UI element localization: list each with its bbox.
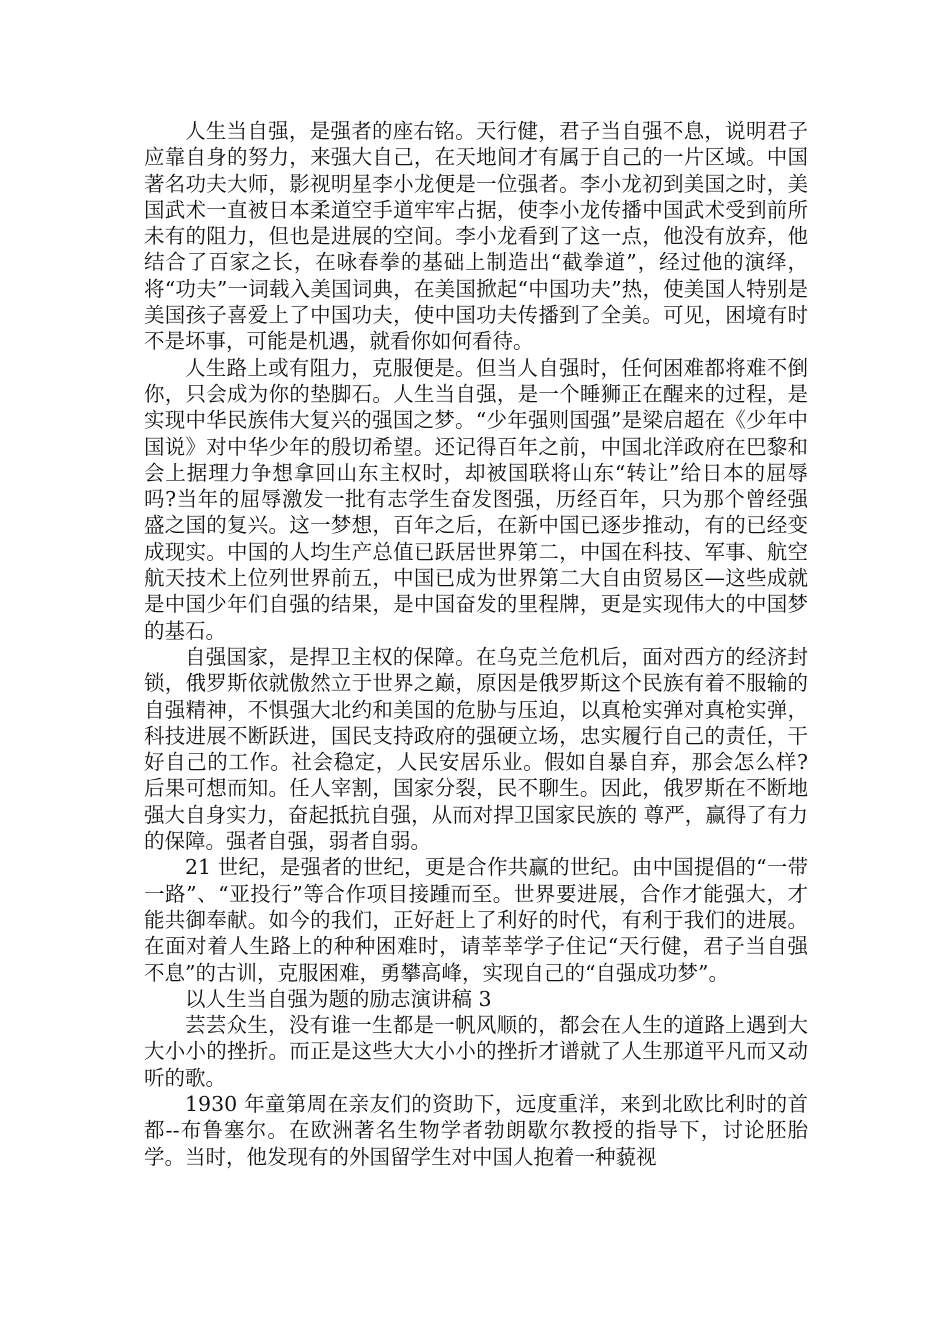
- section-heading: 以人生当自强为题的励志演讲稿 3: [185, 986, 492, 1011]
- paragraph-6: 1930 年童第周在亲友们的资助下，远度重洋，来到北欧比利时的首都--布鲁塞尔。在欧洲著名生物学者勃朗歇尔教授的指导下，讨论胚胎学。当时，他发现有的外国留学生对中国人抱着一种藐视: [144, 1091, 808, 1169]
- paragraph-2: 人生路上或有阻力，克服便是。但当人自强时，任何困难都将难不倒你，只会成为你的垫脚石。人生当自强，是一个睡狮正在醒来的过程，是实现中华民族伟大复兴的强国之梦。“少年强则国强”是梁启超在《少年中国说》对中华少年的殷切希望。还记得百年之前，中国北洋政府在巴黎和会上据理力争想拿回山东主权时，却被国联将山东“转让”给日本的屈辱吗?当年的屈辱激发一批有志学生奋发图强，历经百年，只为那个曾经强盛之国的复兴。这一梦想，百年之后，在新中国已逐步推动，有的已经变成现实。中国的人均生产总值已跃居世界第二，中国在科技、军事、航空航天技术上位列世界前五，中国已成为世界第二大自由贸易区—这些成就是中国少年们自强的结果，是中国奋发的里程牌，更是实现伟大的中国梦的基石。: [144, 355, 808, 643]
- paragraph-4: 21 世纪，是强者的世纪，更是合作共赢的世纪。由中国提倡的“一带一路”、“亚投行”等合作项目接踵而至。世界要进展，合作才能强大，才能共御奉献。如今的我们，正好赶上了利好的时代，有利于我们的进展。在面对着人生路上的种种困难时，请莘莘学子住记“天行健，君子当自强不息”的古训，克服困难，勇攀高峰，实现自己的“自强成功梦”。: [144, 855, 808, 985]
- paragraph-5: 芸芸众生，没有谁一生都是一帆风顺的，都会在人生的道路上遇到大大小小的挫折。而正是这些大大小小的挫折才谱就了人生那道平凡而又动听的歌。: [144, 1013, 808, 1090]
- paragraph-3: 自强国家，是捍卫主权的保障。在乌克兰危机后，面对西方的经济封锁，俄罗斯依就傲然立于世界之巅，原因是俄罗斯这个民族有着不服输的自强精神，不惧强大北约和美国的危胁与压迫，以真枪实弹对真枪实弹，科技进展不断跃进，国民支持政府的强硬立场，忠实履行自己的责任，干好自己的工作。社会稳定，人民安居乐业。假如自暴自弃，那会怎么样?后果可想而知。任人宰割，国家分裂，民不聊生。因此，俄罗斯在不断地强大自身实力，奋起抵抗自强，从而对捍卫国家民族的 尊严，赢得了有力的保障。强者自强，弱者自弱。: [144, 644, 808, 854]
- document-body: [144, 118, 808, 1170]
- paragraph-1: 人生当自强，是强者的座右铭。天行健，君子当自强不息，说明君子应靠自身的努力，来强大自己，在天地间才有属于自己的一片区域。中国著名功夫大师，影视明星李小龙便是一位强者。李小龙初到美国之时，美国武术一直被日本柔道空手道牢牢占据，使李小龙传播中国武术受到前所未有的阻力，但也是进展的空间。李小龙看到了这一点，他没有放弃，他结合了百家之长，在咏春拳的基础上制造出“截拳道”，经过他的演绎，将“功夫”一词载入美国词典，在美国掀起“中国功夫”热，使美国人特别是美国孩子喜爱上了中国功夫，使中国功夫传播到了全美。可见，困境有时不是坏事，可能是机遇，就看你如何看待。: [144, 119, 808, 354]
